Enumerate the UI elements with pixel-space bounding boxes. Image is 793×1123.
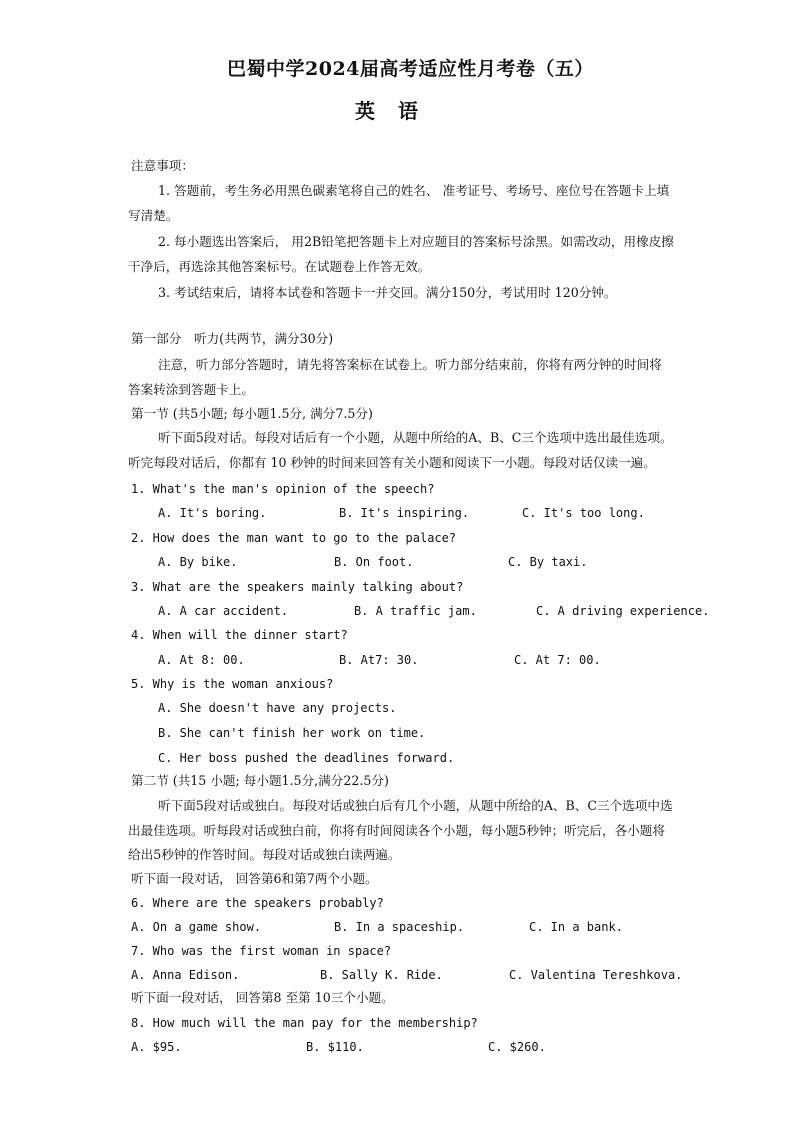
page-title: 巴蜀中学2024届高考适应性月考卷（五） <box>227 58 594 80</box>
section1-heading: 第一节 (共5小题; 每小题1.5分, 满分7.5分) <box>131 406 373 421</box>
part1-note: 注意，听力部分答题时，请先将答案标在试卷上。听力部分结束前，你将有两分钟的时间将 <box>158 357 662 372</box>
q7-option-b: B. Sally K. Ride. <box>320 968 443 982</box>
section2-heading: 第二节 (共15 小题; 每小题1.5分,满分22.5分) <box>131 773 389 788</box>
section2-intro: 听下面5段对话或独白。每段对话或独白后有几个小题，从题中所给的A、B、C三个选项中选 <box>158 798 673 813</box>
subject-title: 英 语 <box>355 99 426 123</box>
question-7: 7. Who was the first woman in space? <box>131 944 392 958</box>
dialog-8-intro: 听下面一段对话， 回答第8 至第 10三个小题。 <box>131 990 394 1005</box>
notice-item-2-cont: 干净后，再选涂其他答案标号。在试题卷上作答无效。 <box>128 259 431 274</box>
q2-option-a: A. By bike. <box>158 555 238 569</box>
section2-intro-cont1: 出最佳选项。听每段对话或独白前，你将有时间阅读各个小题，每小题5秒钟；听完后，各小题将 <box>128 823 665 838</box>
q2-option-b: B. On foot. <box>334 555 414 569</box>
q4-option-b: B. At7: 30. <box>339 653 419 667</box>
q2-option-c: C. By taxi. <box>508 555 588 569</box>
section1-intro-cont: 听完每段对话后，你都有 10 秒钟的时间来回答有关小题和阅读下一小题。每段对话仅读一遍。 <box>128 455 656 470</box>
notice-item-3: 3. 考试结束后，请将本试卷和答题卡一并交回。满分150分，考试用时 120分钟。 <box>158 285 617 300</box>
q5-option-b: B. She can't finish her work on time. <box>158 726 426 740</box>
q4-option-c: C. At 7: 00. <box>514 653 601 667</box>
notice-item-2: 2. 每小题选出答案后， 用2B铅笔把答题卡上对应题目的答案标号涂黑。如需改动，用橡皮擦 <box>158 234 674 249</box>
notice-item-1-cont: 写清楚。 <box>128 208 179 223</box>
q6-option-c: C. In a bank. <box>529 920 623 934</box>
question-2: 2. How does the man want to go to the palace? <box>131 531 457 545</box>
question-4: 4. When will the dinner start? <box>131 628 348 642</box>
notice-item-1: 1. 答题前，考生务必用黑色碳素笔将自己的姓名、 准考证号、考场号、座位号在答题卡上填 <box>158 183 670 198</box>
question-3: 3. What are the speakers mainly talking about? <box>131 580 464 594</box>
q1-option-b: B. It's inspiring. <box>339 506 470 520</box>
dialog-6-intro: 听下面一段对话， 回答第6和第7两个小题。 <box>131 871 378 886</box>
q4-option-a: A. At 8: 00. <box>158 653 245 667</box>
q8-option-a: A. $95. <box>131 1040 182 1054</box>
question-1: 1. What's the man's opinion of the speech? <box>131 482 435 496</box>
question-6: 6. Where are the speakers probably? <box>131 896 384 910</box>
q5-option-a: A. She doesn't have any projects. <box>158 701 397 715</box>
q5-option-c: C. Her boss pushed the deadlines forward. <box>158 751 455 765</box>
section2-intro-cont2: 给出5秒钟的作答时间。每段对话或独白读两遍。 <box>128 847 401 862</box>
q6-option-b: B. In a spaceship. <box>334 920 465 934</box>
question-8: 8. How much will the man pay for the membership? <box>131 1016 478 1030</box>
q6-option-a: A. On a game show. <box>131 920 262 934</box>
q8-option-c: C. $260. <box>488 1040 546 1054</box>
q8-option-b: B. $110. <box>306 1040 364 1054</box>
q3-option-b: B. A traffic jam. <box>354 604 477 618</box>
part1-note-cont: 答案转涂到答题卡上。 <box>128 382 254 397</box>
question-5: 5. Why is the woman anxious? <box>131 677 334 691</box>
q3-option-a: A. A car accident. <box>158 604 289 618</box>
q3-option-c: C. A driving experience. <box>536 604 710 618</box>
notice-heading: 注意事项： <box>131 158 194 173</box>
part1-heading: 第一部分 听力(共两节，满分30分) <box>131 331 334 346</box>
q1-option-a: A. It's boring. <box>158 506 267 520</box>
q7-option-a: A. Anna Edison. <box>131 968 240 982</box>
section1-intro: 听下面5段对话。每段对话后有一个小题，从题中所给的A、B、C三个选项中选出最佳选项。 <box>158 430 673 445</box>
q7-option-c: C. Valentina Tereshkova. <box>509 968 683 982</box>
q1-option-c: C. It's too long. <box>522 506 645 520</box>
